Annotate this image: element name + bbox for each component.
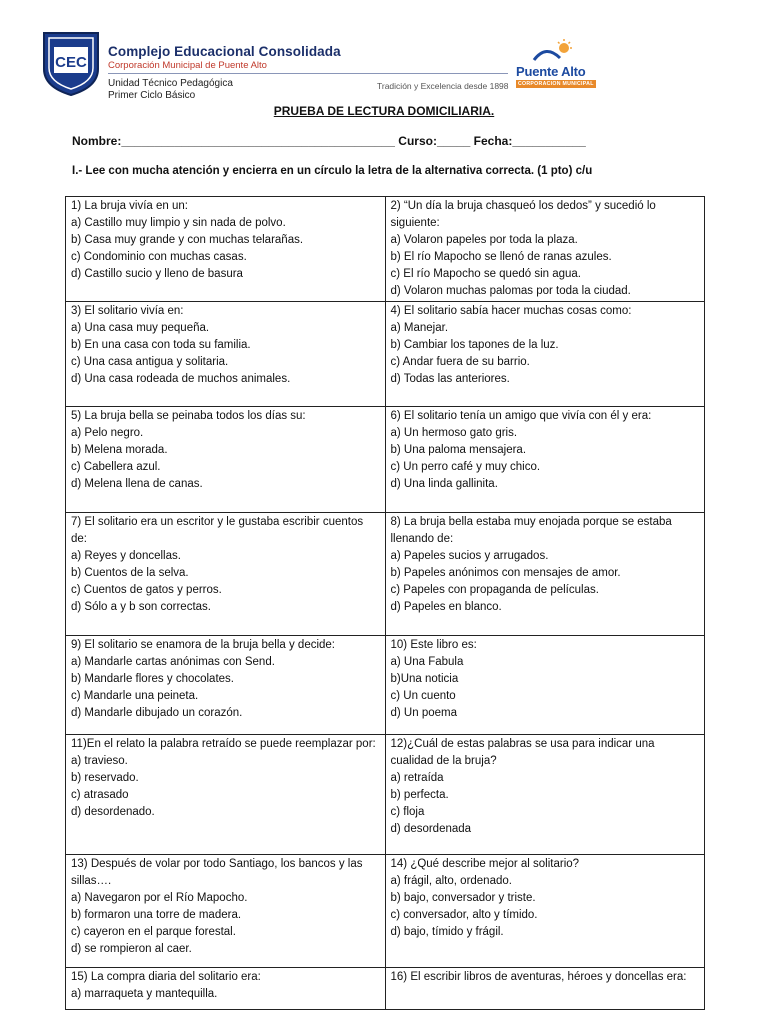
school-name: Complejo Educacional Consolidada [108, 44, 341, 59]
answer-option[interactable]: b) Papeles anónimos con mensajes de amor. [390, 567, 621, 579]
header-divider [108, 73, 508, 74]
document-header [0, 0, 768, 110]
answer-option[interactable]: a) marraqueta y mantequilla. [71, 988, 218, 1000]
answer-option[interactable]: a) Mandarle cartas anónimas con Send. [71, 656, 275, 668]
question-cell [66, 407, 386, 513]
answer-option[interactable]: d) Todas las anteriores. [390, 373, 510, 385]
question-cell [66, 197, 386, 302]
question-text: 12)¿Cuál de estas palabras se usa para indicar una cualidad de la bruja? [390, 738, 655, 767]
puente-alto-subtitle: CORPORACION MUNICIPAL [518, 81, 594, 87]
table-row [66, 855, 705, 968]
answer-option[interactable]: c) cayeron en el parque forestal. [71, 926, 236, 938]
answer-option[interactable]: c) Papeles con propaganda de películas. [390, 584, 599, 596]
answer-option[interactable]: a) Una Fabula [390, 656, 464, 668]
question-cell [385, 855, 705, 968]
answer-option[interactable]: b) En una casa con toda su familia. [71, 339, 251, 351]
answer-option[interactable]: a) travieso. [71, 755, 128, 767]
question-cell [66, 855, 386, 968]
table-row [66, 407, 705, 513]
answer-option[interactable]: b) Una paloma mensajera. [390, 444, 527, 456]
question-text: 8) La bruja bella estaba muy enojada porque se estaba llenando de: [390, 516, 672, 545]
answer-option[interactable]: b) Mandarle flores y chocolates. [71, 673, 234, 685]
question-text: 7) El solitario era un escritor y le gustaba escribir cuentos de: [71, 516, 364, 545]
answer-option[interactable]: c) Una casa antigua y solitaria. [71, 356, 229, 368]
answer-option[interactable]: d) Mandarle dibujado un corazón. [71, 707, 243, 719]
answer-option[interactable]: c) Condominio con muchas casas. [71, 251, 247, 263]
table-row [66, 197, 705, 302]
table-row [66, 636, 705, 735]
table-row [66, 735, 705, 855]
question-text: 13) Después de volar por todo Santiago, los bancos y las sillas…. [71, 858, 363, 887]
answer-option[interactable]: d) desordenado. [71, 806, 155, 818]
question-text: 15) La compra diaria del solitario era: [71, 971, 261, 983]
question-cell [66, 513, 386, 636]
question-text: 4) El solitario sabía hacer muchas cosas como: [390, 305, 632, 317]
answer-option[interactable]: b) formaron una torre de madera. [71, 909, 242, 921]
instructions: I.- Lee con mucha atención y encierra en un círculo la letra de la alternativa correcta. (1 pto) c/u [72, 165, 593, 177]
answer-option[interactable]: a) Navegaron por el Río Mapocho. [71, 892, 248, 904]
answer-option[interactable]: b) Cambiar los tapones de la luz. [390, 339, 559, 351]
answer-option[interactable]: b)Una noticia [390, 673, 459, 685]
question-text: 10) Este libro es: [390, 639, 477, 651]
school-subtitle: Corporación Municipal de Puente Alto [108, 60, 267, 71]
question-text: 14) ¿Qué describe mejor al solitario? [390, 858, 580, 870]
answer-option[interactable]: d) Melena llena de canas. [71, 478, 203, 490]
answer-option[interactable]: a) Papeles sucios y arrugados. [390, 550, 549, 562]
question-cell [385, 197, 705, 302]
answer-option[interactable]: b) perfecta. [390, 789, 449, 801]
answer-option[interactable]: a) Reyes y doncellas. [71, 550, 181, 562]
question-cell [385, 636, 705, 735]
answer-option[interactable]: a) Castillo muy limpio y sin nada de polvo. [71, 217, 286, 229]
question-text: 5) La bruja bella se peinaba todos los días su: [71, 410, 306, 422]
question-text: 3) El solitario vivía en: [71, 305, 184, 317]
question-cell [385, 735, 705, 855]
answer-option[interactable]: c) Un cuento [390, 690, 456, 702]
questions-table [65, 196, 705, 1010]
question-cell [66, 968, 386, 1010]
answer-option[interactable]: d) desordenada [390, 823, 472, 835]
table-row [66, 513, 705, 636]
answer-option[interactable]: d) Una linda gallinita. [390, 478, 498, 490]
unit-label [108, 78, 233, 102]
question-cell [385, 407, 705, 513]
question-text: 16) El escribir libros de aventuras, héroes y doncellas era: [390, 971, 687, 983]
question-cell [66, 302, 386, 407]
question-text: 2) “Un día la bruja chasqueó los dedos” y sucedió lo siguiente: [390, 200, 656, 229]
answer-option[interactable]: d) se rompieron al caer. [71, 943, 192, 955]
answer-option[interactable]: a) Una casa muy pequeña. [71, 322, 210, 334]
table-row [66, 968, 705, 1010]
answer-option[interactable]: a) Volaron papeles por toda la plaza. [390, 234, 578, 246]
answer-option[interactable]: b) Cuentos de la selva. [71, 567, 189, 579]
answer-option[interactable]: c) Mandarle una peineta. [71, 690, 199, 702]
tradition-slogan: Tradición y Excelencia desde 1898 [377, 81, 509, 91]
answer-option[interactable]: b) Casa muy grande y con muchas telarañas. [71, 234, 304, 246]
unit-line-2: Primer Ciclo Básico [108, 90, 196, 101]
table-row [66, 302, 705, 407]
answer-option[interactable]: a) Manejar. [390, 322, 449, 334]
answer-option[interactable]: d) Volaron muchas palomas por toda la ciudad. [390, 285, 631, 297]
answer-option[interactable]: a) frágil, alto, ordenado. [390, 875, 512, 887]
question-cell [66, 636, 386, 735]
school-crest-icon [40, 29, 102, 97]
answer-option[interactable]: b) reservado. [71, 772, 139, 784]
page-title: PRUEBA DE LECTURA DOMICILIARIA. [273, 104, 495, 118]
answer-option[interactable]: c) Un perro café y muy chico. [390, 461, 541, 473]
answer-option[interactable]: d) Un poema [390, 707, 457, 719]
answer-option[interactable]: a) retraída [390, 772, 444, 784]
answer-option[interactable]: d) Castillo sucio y lleno de basura [71, 268, 243, 280]
student-info-fields: Nombre:_________________________________________ Curso:_____ Fecha:___________ [72, 134, 586, 148]
unit-line-1: Unidad Técnico Pedagógica [108, 78, 233, 89]
answer-option[interactable]: c) Andar fuera de su barrio. [390, 356, 530, 368]
answer-option[interactable]: a) Pelo negro. [71, 427, 144, 439]
question-text: 11)En el relato la palabra retraído se puede reemplazar por: [71, 738, 376, 750]
question-text: 9) El solitario se enamora de la bruja bella y decide: [71, 639, 336, 651]
puente-alto-name: Puente Alto [516, 64, 586, 79]
answer-option[interactable]: d) Sólo a y b son correctas. [71, 601, 211, 613]
answer-option[interactable]: b) bajo, conversador y triste. [390, 892, 536, 904]
question-text: 1) La bruja vivía en un: [71, 200, 188, 212]
answer-option[interactable]: d) bajo, tímido y frágil. [390, 926, 504, 938]
question-cell [66, 735, 386, 855]
answer-option[interactable]: c) conversador, alto y tímido. [390, 909, 538, 921]
answer-option[interactable]: c) Cuentos de gatos y perros. [71, 584, 222, 596]
answer-option[interactable]: c) Cabellera azul. [71, 461, 161, 473]
question-cell [385, 513, 705, 636]
svg-text:CEC: CEC [55, 54, 87, 71]
answer-option[interactable]: d) Una casa rodeada de muchos animales. [71, 373, 291, 385]
answer-option[interactable]: b) Melena morada. [71, 444, 168, 456]
question-cell [385, 302, 705, 407]
answer-option[interactable]: a) Un hermoso gato gris. [390, 427, 518, 439]
answer-option[interactable]: c) El río Mapocho se quedó sin agua. [390, 268, 582, 280]
answer-option[interactable]: c) atrasado [71, 789, 129, 801]
question-cell [385, 968, 705, 1010]
answer-option[interactable]: c) floja [390, 806, 425, 818]
question-text: 6) El solitario tenía un amigo que vivía con él y era: [390, 410, 652, 422]
answer-option[interactable]: b) El río Mapocho se llenó de ranas azules. [390, 251, 612, 263]
answer-option[interactable]: d) Papeles en blanco. [390, 601, 502, 613]
